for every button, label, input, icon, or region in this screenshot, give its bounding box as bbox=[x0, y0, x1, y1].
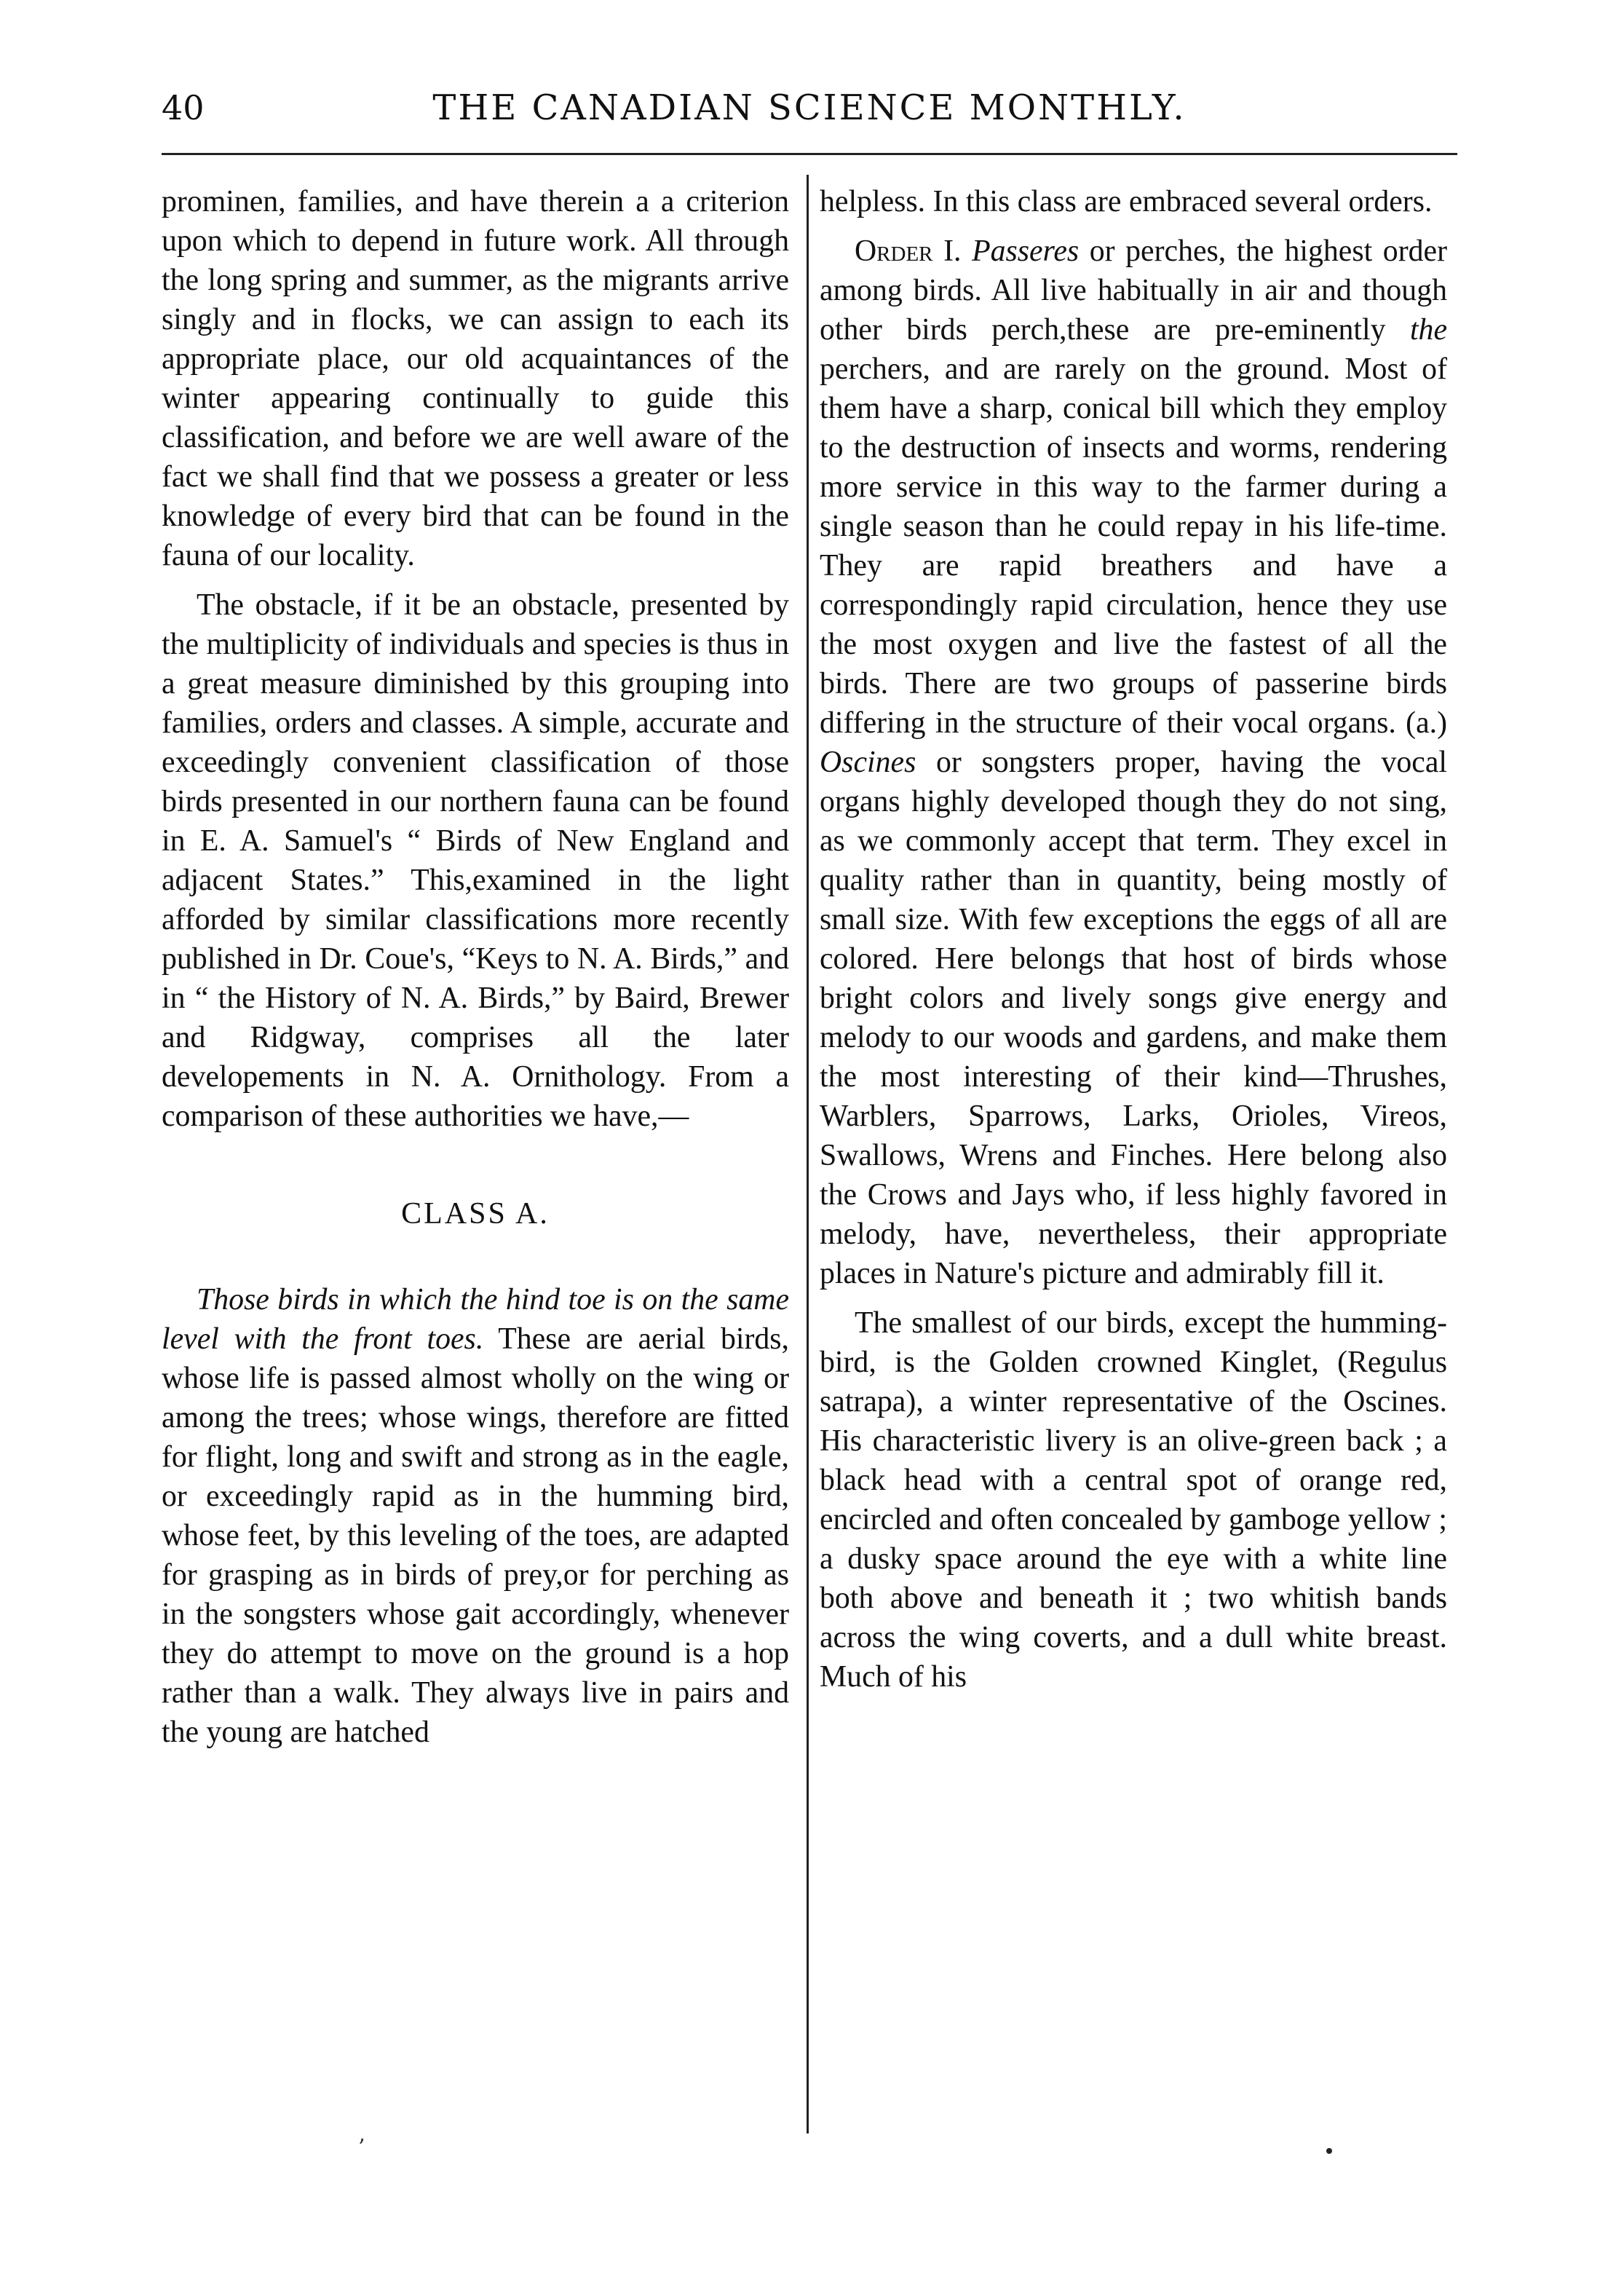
paragraph: The smallest of our birds, except the humming-bird, is the Golden crowned Kinglet, (Regulus satrapa), a winter representative of the Oscines. His characteristic livery is an olive-green back ; a black head with a central spot of orange red, encircled and often concealed by gamboge yellow ; a dusky space around the eye with a white line both above and beneath it ; two whitish bands across the wing coverts, and a dull white breast. Much of his bbox=[820, 1306, 1447, 1694]
italic-term: Oscines bbox=[820, 746, 916, 779]
paragraph: helpless. In this class are embraced several orders. bbox=[820, 185, 1433, 218]
order-label: Order I. bbox=[855, 234, 962, 268]
header-rule bbox=[162, 153, 1457, 155]
paragraph: prominen, families, and have therein a a criterion upon which to depend in future work. All through the long spring and summer, as the migrants arrive singly and in flocks, we can assign to each its appropriate place, our old acquaintances of the winter appearing continually to guide this classification, and before we are well aware of the fact we shall find that we possess a greater or less knowledge of every bird that can be found in the fauna of our locality. bbox=[162, 185, 789, 572]
paragraph: The obstacle, if it be an obstacle, presented by the multiplicity of individuals and species is thus in a great measure diminished by this grouping into families, orders and classes. A simple, accurate and exceedingly convenient classification of those birds presented in our northern fauna can be found in E. A. Samuel's “ Birds of New England and adjacent States.” This,examined in the light afforded by similar classifications more recently published in Dr. Coue's, “Keys to N. A. Birds,” and in “ the History of N. A. Birds,” by Baird, Brewer and Ridgway, comprises all the later developements in N. A. Ornithology. From a comparison of these authorities we have,— bbox=[162, 588, 789, 1133]
print-dot bbox=[1326, 2148, 1332, 2154]
paragraph-text: perchers, and are rarely on the ground. Most of them have a sharp, conical bill which they employ to the destruction of insects and worms, rendering more service in this way to the farmer during a single season than he could repay in his life-time. They are rapid breathers and have a correspondingly rapid circulation, hence they use the most oxygen and live the fastest of all the birds. There are two groups of passerine birds differing in the structure of their vocal organs. (a.) bbox=[820, 352, 1447, 740]
italic-term: Passeres bbox=[972, 234, 1080, 268]
print-mark: ’ bbox=[358, 2135, 365, 2160]
paragraph-text: These are aerial birds, whose life is passed almost wholly on the wing or among the trees; whose wings, therefore are fitted for flight, long and swift and strong as in the eagle, or exceedingly rapid as in the humming bird, whose feet, by this leveling of the toes, are adapted for grasping as in birds of prey,or for perching as in the songsters whose gait accordingly, whenever they do attempt to move on the ground is a hop rather than a walk. They always live in pairs and the young are hatched bbox=[162, 1322, 789, 1749]
right-column bbox=[820, 182, 1447, 1697]
italic-term: the bbox=[1409, 313, 1447, 347]
running-title: THE CANADIAN SCIENCE MONTHLY. bbox=[432, 87, 1187, 128]
paragraph bbox=[162, 1280, 789, 1752]
page-number: 40 bbox=[162, 88, 205, 127]
italic-definition: Those birds in which the hind toe is on the same level with the front toes. bbox=[162, 1283, 789, 1356]
page-header bbox=[162, 86, 1457, 151]
paragraph-text: or songsters proper, having the vocal organs highly developed though they do not sing, as we commonly accept that term. They excel in quality rather than in quantity, being mostly of small size. With few exceptions the eggs of all are colored. Here belongs that host of birds whose bright colors and lively songs give energy and melody to our woods and gardens, and make them the most interesting of their kind—Thrushes, Warblers, Sparrows, Larks, Orioles, Vireos, Swallows, Wrens and Finches. Here belong also the Crows and Jays who, if less highly favored in melody, have, nevertheless, their appropriate places in Nature's picture and admirably fill it. bbox=[820, 746, 1447, 1290]
paragraph bbox=[820, 232, 1447, 1293]
left-column bbox=[162, 182, 789, 1752]
paragraph-text: or perches, the highest order among birds. All live habitually in air and though other birds perch,these are pre-eminently bbox=[820, 234, 1447, 347]
column-divider bbox=[807, 175, 809, 2133]
section-heading: CLASS A. bbox=[401, 1197, 550, 1231]
